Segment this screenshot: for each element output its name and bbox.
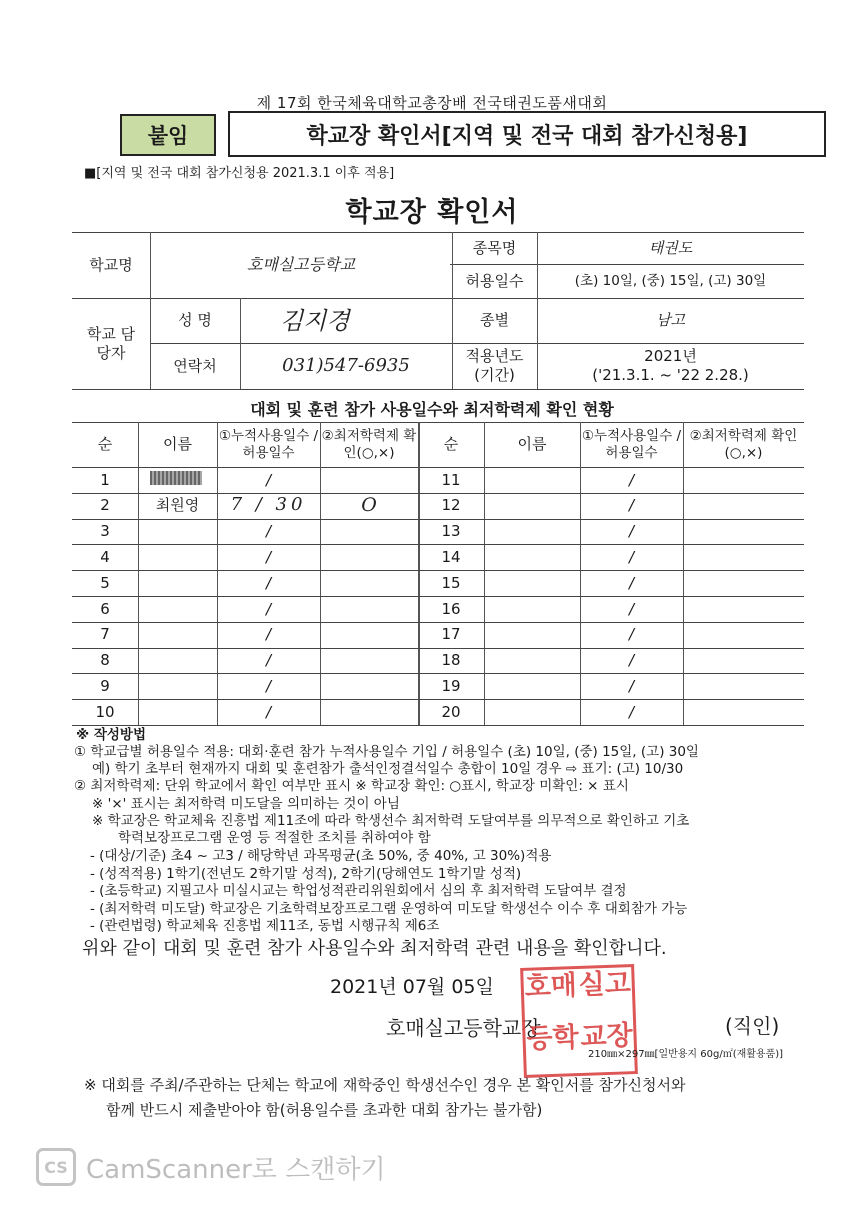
row-days: / <box>265 702 272 721</box>
row-name <box>138 622 217 648</box>
applies-note: ■[지역 및 전국 대회 참가신청용 2021.3.1 이후 적용] <box>84 166 395 181</box>
row-days: / <box>265 599 272 618</box>
row-days: / <box>265 676 272 695</box>
contact-value: 031)547-6935 <box>282 354 410 376</box>
row-no: 2 <box>100 496 110 515</box>
instruction-line: - (최저학력 미도달) 학교장은 기초학력보장프로그램 운영하여 미도달 학생선수 이수 후 대회참가 가능 <box>90 901 688 917</box>
sport-label: 종목명 <box>472 238 517 257</box>
instruction-line: ※ 학교장은 학교체육 진흥법 제11조에 따라 학생선수 최저학력 도달여부를 의무적으로 확인하고 기초 <box>92 813 690 829</box>
row-name <box>484 622 580 648</box>
confirmation-statement: 위와 같이 대회 및 훈련 참가 사용일수와 최저학력 관련 내용을 확인합니다. <box>82 938 667 959</box>
row-days: / <box>265 625 272 644</box>
row-no: 9 <box>100 676 110 695</box>
row-days: / <box>628 522 635 541</box>
row-name <box>138 673 217 699</box>
seal-char: 등학 <box>525 1022 580 1055</box>
row-name <box>138 596 217 622</box>
row-name <box>484 596 580 622</box>
row-days: / <box>265 547 272 566</box>
row-name <box>138 699 217 725</box>
row-days: / <box>628 625 635 644</box>
event-title: 제 17회 한국체육대학교총장배 전국태권도품새대회 <box>256 94 608 112</box>
instruction-line: ① 학교급별 허용일수 적용: 대회·훈련 참가 누적사용일수 기입 / 허용일수 (초) 10일, (중) 15일, (고) 30일 <box>74 744 699 760</box>
instruction-line: - (관련법령) 학교체육 진흥법 제11조, 동법 시행규칙 제6조 <box>90 918 440 934</box>
gender-value: 남고 <box>656 311 685 330</box>
instruction-line: - (성적적용) 1학기(전년도 2학기말 성적), 2학기(당해연도 1학기말 성적) <box>90 866 522 882</box>
contact-label: 연락처 <box>173 356 217 375</box>
row-days: / <box>265 573 272 592</box>
paper-spec: 210㎜×297㎜[일반용지 60g/㎡(재활용품)] <box>588 1049 784 1060</box>
seal-char: 실고 <box>578 968 632 1001</box>
row-name <box>138 544 217 570</box>
row-no: 17 <box>441 625 461 644</box>
row-no: 20 <box>441 702 461 721</box>
row-days: / <box>628 676 635 695</box>
row-name <box>138 570 217 596</box>
col-academic: ②최저학력제 확인(○,×) <box>321 427 417 461</box>
row-name <box>484 467 580 493</box>
row-no: 7 <box>100 625 110 644</box>
footer-note-1: ※ 대회를 주최/주관하는 단체는 학교에 재학중인 학생선수인 경우 본 확인서를 참가신청서와 <box>84 1076 686 1094</box>
row-name <box>484 570 580 596</box>
col-academic-2: ②최저학력제 확인(○,×) <box>689 427 798 461</box>
row-academic <box>683 596 804 622</box>
col-name-2: 이름 <box>517 435 547 454</box>
seal-char: 교장 <box>579 1020 634 1053</box>
row-academic <box>320 648 418 674</box>
row-no: 3 <box>100 522 110 541</box>
col-days-2: ①누적사용일수 /허용일수 <box>581 427 682 461</box>
row-no: 5 <box>100 573 110 592</box>
instruction-line: ② 최저학력제: 단위 학교에서 확인 여부만 표시 ※ 학교장 확인: ○표시, 학교장 미확인: × 표시 <box>74 778 629 794</box>
row-academic <box>320 544 418 570</box>
row-name: 최원영 <box>155 496 200 515</box>
camscanner-text: CamScanner로 스캔하기 <box>86 1154 386 1185</box>
row-academic <box>683 544 804 570</box>
camscanner-watermark <box>36 1148 386 1186</box>
row-academic <box>320 596 418 622</box>
row-academic <box>683 622 804 648</box>
camscanner-logo-icon: CS <box>36 1148 76 1186</box>
row-days: 7 / 30 <box>230 494 307 516</box>
row-no: 10 <box>95 702 115 721</box>
gender-label: 종별 <box>480 311 509 330</box>
row-academic <box>683 570 804 596</box>
row-name <box>138 648 217 674</box>
row-academic <box>683 519 804 545</box>
row-days: / <box>265 522 272 541</box>
row-no: 13 <box>441 522 461 541</box>
row-days: / <box>265 470 272 489</box>
school-label: 학교명 <box>89 255 133 274</box>
row-days: / <box>628 470 635 489</box>
seal-label: (직인) <box>725 1014 780 1038</box>
seal-char: 호매 <box>524 970 578 1003</box>
row-days: / <box>628 599 635 618</box>
row-name <box>484 648 580 674</box>
row-no: 15 <box>441 573 461 592</box>
row-no: 6 <box>100 599 110 618</box>
row-days: / <box>628 651 635 670</box>
row-name <box>484 699 580 725</box>
row-days: / <box>628 496 635 515</box>
row-days: / <box>628 702 635 721</box>
page-title: 학교장 확인서 <box>345 197 519 228</box>
row-days: / <box>628 573 635 592</box>
row-academic <box>320 699 418 725</box>
allowed-days-value: (초) 10일, (중) 15일, (고) 30일 <box>574 272 767 289</box>
principal-name: 호매실고등학교장 <box>386 1016 541 1040</box>
instruction-line: 학력보장프로그램 운영 등 적절한 조치를 취하여야 함 <box>118 830 431 846</box>
confirmation-date: 2021년 07월 05일 <box>330 976 494 998</box>
row-name <box>484 544 580 570</box>
row-academic <box>320 467 418 493</box>
row-days: / <box>265 651 272 670</box>
row-no: 1 <box>100 470 110 489</box>
period-range: ('21.3.1. ~ '22 2.28.) <box>592 366 749 384</box>
instruction-line: - (초등학교) 지필고사 미실시교는 학업성적관리위원회에서 심의 후 최저학력 도달여부 결정 <box>90 883 627 899</box>
sport-value: 태권도 <box>648 238 693 257</box>
row-academic <box>683 699 804 725</box>
instructions-heading: ※ 작성방법 <box>76 727 146 743</box>
row-no: 14 <box>441 547 461 566</box>
row-no: 16 <box>441 599 461 618</box>
status-heading: 대회 및 훈련 참가 사용일수와 최저학력제 확인 현황 <box>250 400 614 419</box>
row-no: 11 <box>441 470 461 489</box>
row-days: / <box>628 547 635 566</box>
row-academic: O <box>361 493 377 516</box>
footer-note-2: 함께 반드시 제출받아야 함(허용일수를 초과한 대회 참가는 불가함) <box>106 1101 543 1119</box>
row-academic <box>320 519 418 545</box>
manager-label: 학교 담당자 <box>86 324 136 362</box>
period-value <box>537 343 804 389</box>
row-no: 12 <box>441 496 461 515</box>
row-name <box>138 519 217 545</box>
attachment-tag: 붙임 <box>120 114 216 156</box>
row-academic <box>320 673 418 699</box>
redacted-name-mark <box>150 471 202 485</box>
school-value: 호매실고등학교 <box>246 255 356 274</box>
row-academic <box>683 467 804 493</box>
col-no: 순 <box>97 435 113 454</box>
row-name <box>484 519 580 545</box>
instruction-line: 예) 학기 초부터 현재까지 대회 및 훈련참가 출석인정결석일수 총합이 10일 경우 ⇨ 표기: (고) 10/30 <box>92 761 684 777</box>
row-no: 4 <box>100 547 110 566</box>
row-name <box>484 673 580 699</box>
period-year: 2021년 <box>644 347 697 366</box>
manager-name: 김지경 <box>280 306 350 335</box>
row-name <box>484 493 580 519</box>
row-academic <box>683 648 804 674</box>
col-days: ①누적사용일수 /허용일수 <box>218 427 319 461</box>
name-label: 성 명 <box>178 311 212 330</box>
row-no: 8 <box>100 651 110 670</box>
row-academic <box>683 493 804 519</box>
row-no: 19 <box>441 676 461 695</box>
allowed-days-label: 허용일수 <box>465 271 524 290</box>
instruction-line: ※ '×' 표시는 최저학력 미도달을 의미하는 것이 아님 <box>92 796 400 812</box>
row-academic <box>320 622 418 648</box>
row-academic <box>320 570 418 596</box>
instruction-line: - (대상/기준) 초4 ~ 고3 / 해당학년 과목평균(초 50%, 중 40%, 고 30%)적용 <box>90 848 552 864</box>
period-label: 적용년도 (기간) <box>465 347 524 384</box>
document-heading: 학교장 확인서[지역 및 전국 대회 참가신청용] <box>228 111 826 157</box>
row-academic <box>683 673 804 699</box>
col-no-2: 순 <box>443 435 459 454</box>
col-name: 이름 <box>163 435 192 454</box>
row-no: 18 <box>441 651 461 670</box>
